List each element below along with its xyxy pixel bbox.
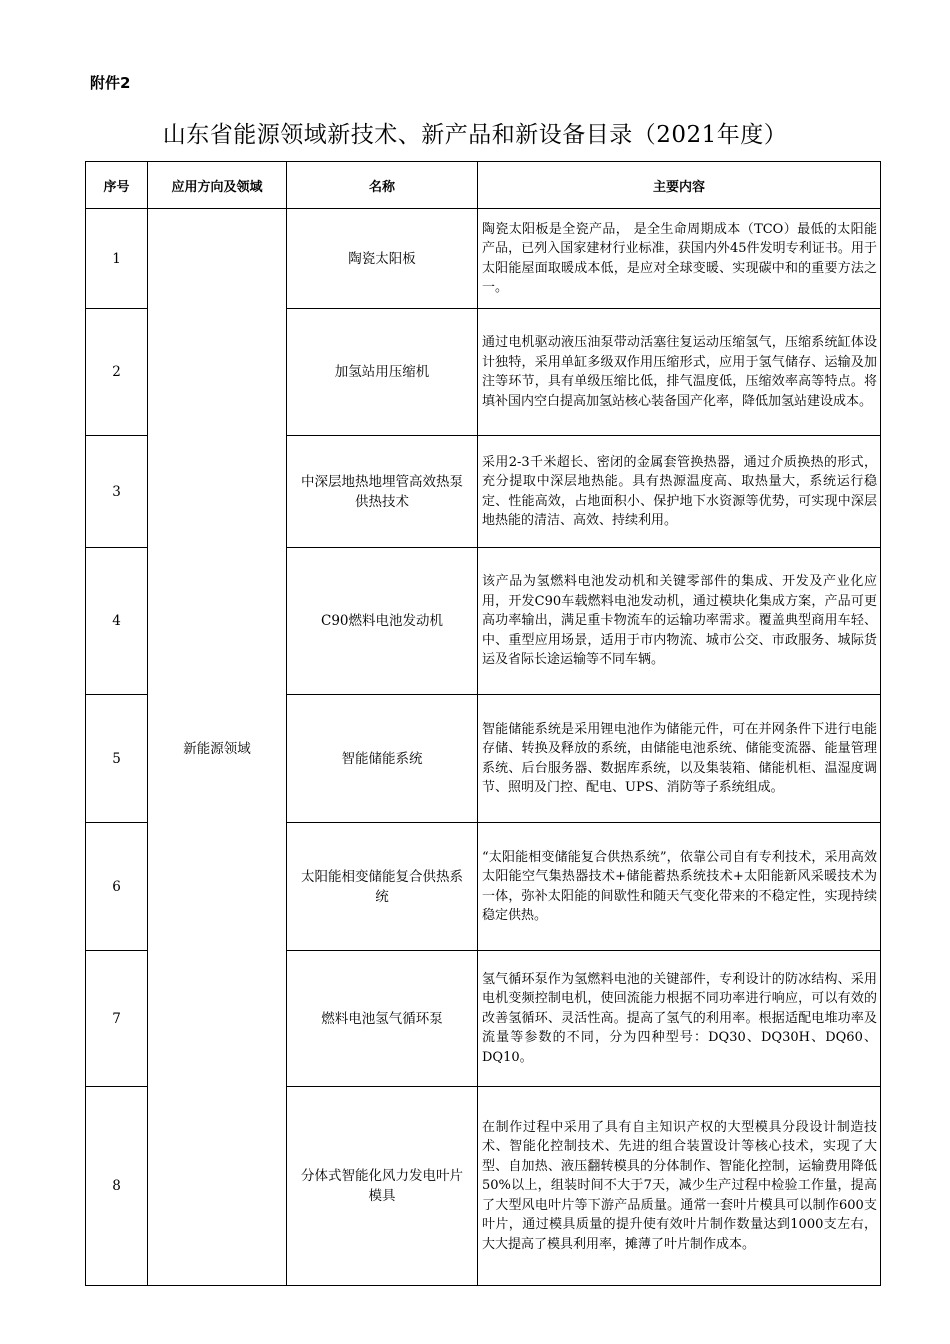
row-index: 5 — [86, 695, 148, 823]
row-content: “太阳能相变储能复合供热系统”，依靠公司自有专利技术，采用高效太阳能空气集热器技术+储能蓄热系统技术+太阳能新风采暖技术为一体，弥补太阳能的间歇性和随天气变化带来的不稳定性，实现持续稳定供热。 — [478, 823, 881, 951]
table-row — [86, 209, 881, 309]
row-content: 氢气循环泵作为氢燃料电池的关键部件，专利设计的防冰结构、采用电机变频控制电机，使回流能力根据不同功率进行响应，可以有效的改善氢循环、灵活性高。提高了氢气的利用率。根据适配电堆功率及流量等参数的不同，分为四种型号：DQ30、DQ30H、DQ60、DQ10。 — [478, 951, 881, 1087]
row-content: 通过电机驱动液压油泵带动活塞往复运动压缩氢气，压缩系统缸体设计独特，采用单缸多级双作用压缩形式，应用于氢气储存、运输及加注等环节，具有单级压缩比低，排气温度低，压缩效率高等特点。将填补国内空白提高加氢站核心装备国产化率，降低加氢站建设成本。 — [478, 309, 881, 436]
header-index: 序号 — [86, 162, 148, 209]
row-name: 分体式智能化风力发电叶片模具 — [287, 1087, 478, 1286]
row-name: 太阳能相变储能复合供热系统 — [287, 823, 478, 951]
attachment-label: 附件2 — [90, 74, 131, 92]
row-index: 6 — [86, 823, 148, 951]
row-index: 8 — [86, 1087, 148, 1286]
catalog-table — [85, 161, 881, 1286]
row-name: 燃料电池氢气循环泵 — [287, 951, 478, 1087]
row-name: 中深层地热地埋管高效热泵供热技术 — [287, 436, 478, 548]
document-title: 山东省能源领域新技术、新产品和新设备目录（2021年度） — [162, 122, 788, 148]
row-content: 采用2-3千米超长、密闭的金属套管换热器，通过介质换热的形式，充分提取中深层地热能。具有热源温度高、取热量大，系统运行稳定、性能高效，占地面积小、保护地下水资源等优势，可实现中深层地热能的清洁、高效、持续利用。 — [478, 436, 881, 548]
header-content: 主要内容 — [478, 162, 881, 209]
row-name: C90燃料电池发动机 — [287, 548, 478, 695]
row-index: 7 — [86, 951, 148, 1087]
row-name: 加氢站用压缩机 — [287, 309, 478, 436]
row-index: 2 — [86, 309, 148, 436]
table-header-row — [86, 162, 881, 209]
header-name: 名称 — [287, 162, 478, 209]
row-content: 陶瓷太阳板是全瓷产品， 是全生命周期成本（TCO）最低的太阳能产品，已列入国家建材行业标准，获国内外45件发明专利证书。用于太阳能屋面取暖成本低，是应对全球变暖、实现碳中和的重要方法之一。 — [478, 209, 881, 309]
row-name: 陶瓷太阳板 — [287, 209, 478, 309]
field-cell: 新能源领域 — [148, 209, 287, 1286]
row-name: 智能储能系统 — [287, 695, 478, 823]
row-index: 1 — [86, 209, 148, 309]
row-content: 该产品为氢燃料电池发动机和关键零部件的集成、开发及产业化应用，开发C90车载燃料电池发动机，通过模块化集成方案，产品可更高功率输出，满足重卡物流车的运输功率需求。覆盖典型商用车轻、中、重型应用场景，适用于市内物流、城市公交、市政服务、城际货运及省际长途运输等不同车辆。 — [478, 548, 881, 695]
row-content: 智能储能系统是采用锂电池作为储能元件，可在并网条件下进行电能存储、转换及释放的系统，由储能电池系统、储能变流器、能量管理系统、后台服务器、数据库系统，以及集装箱、储能机柜、温湿度调节、照明及门控、配电、UPS、消防等子系统组成。 — [478, 695, 881, 823]
header-field: 应用方向及领域 — [148, 162, 287, 209]
row-index: 4 — [86, 548, 148, 695]
row-index: 3 — [86, 436, 148, 548]
row-content: 在制作过程中采用了具有自主知识产权的大型模具分段设计制造技术、智能化控制技术、先进的组合装置设计等核心技术，实现了大型、自加热、液压翻转模具的分体制作、智能化控制，运输费用降低50%以上，组装时间不大于7天，减少生产过程中检验工作量，提高了大型风电叶片等下游产品质量。通常一套叶片模具可以制作600支叶片，通过模具质量的提升使有效叶片制作数量达到1000支左右，大大提高了模具利用率，摊薄了叶片制作成本。 — [478, 1087, 881, 1286]
